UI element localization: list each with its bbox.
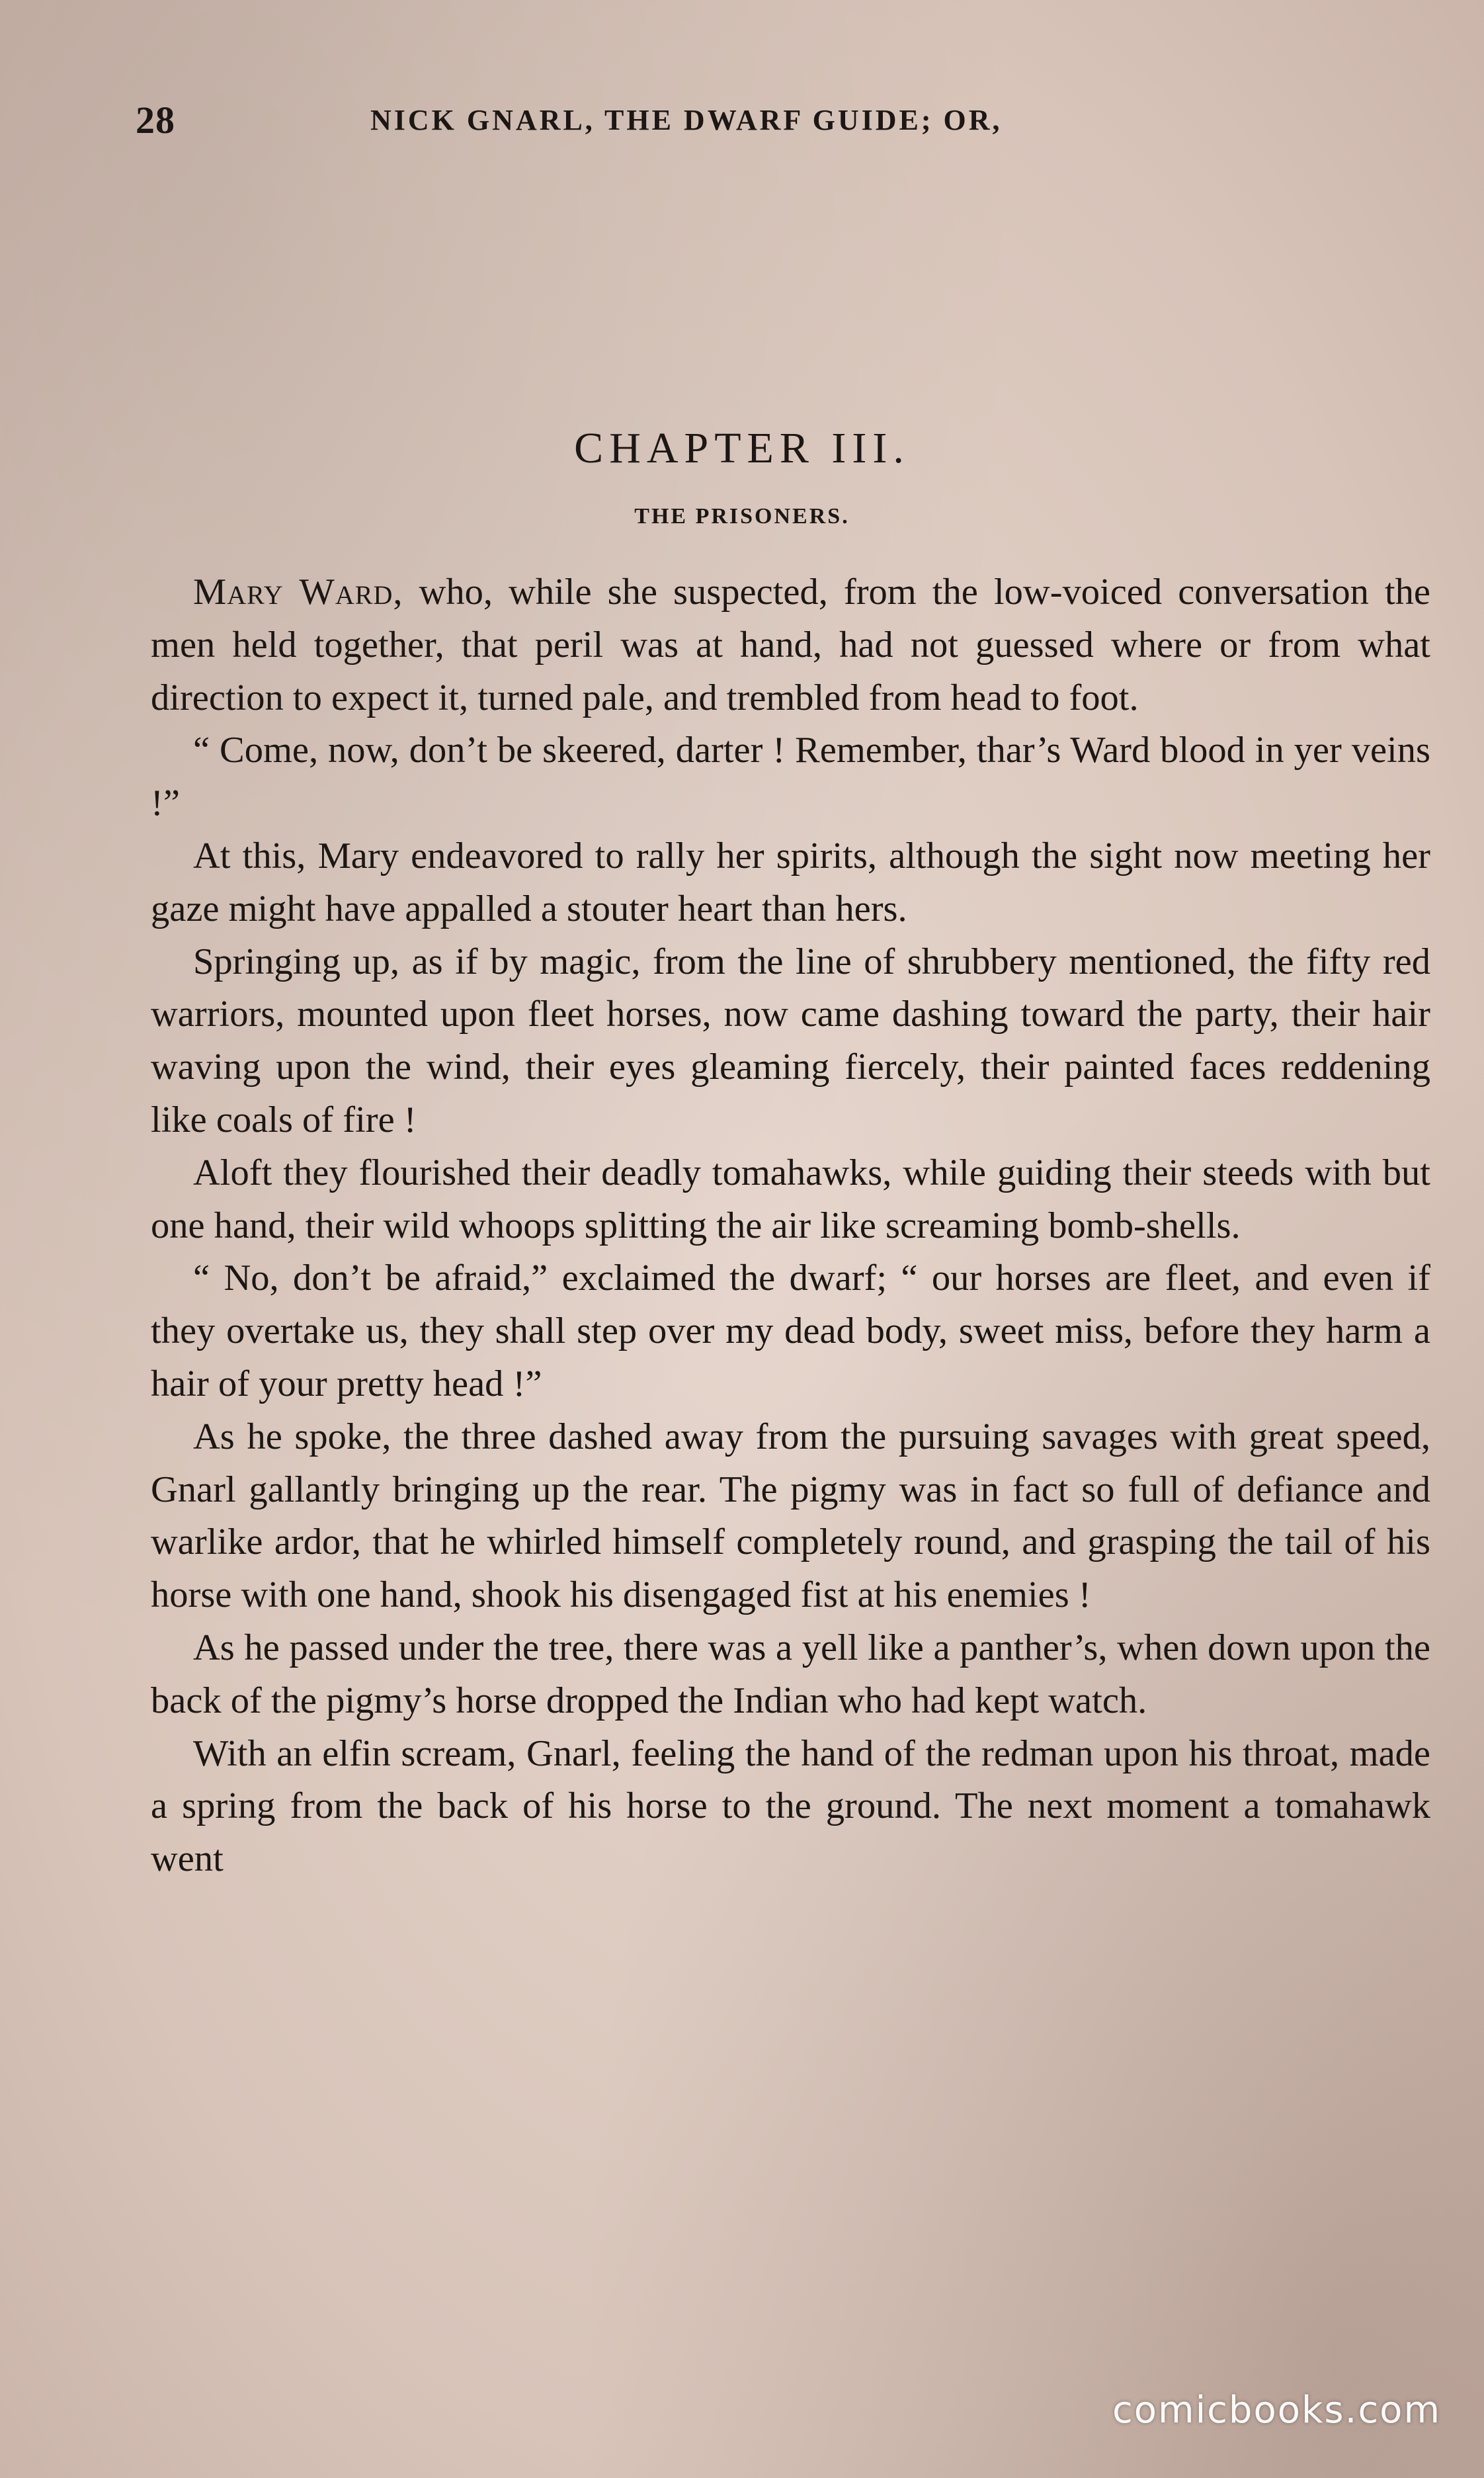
paragraph: “ Come, now, don’t be skeered, darter ! Remember, thar’s Ward blood in yer veins !”: [151, 730, 1430, 824]
running-head: [136, 98, 1194, 144]
running-title: NICK GNARL, THE DWARF GUIDE; OR,: [370, 104, 1003, 136]
paragraph: [151, 566, 1430, 724]
chapter-subtitle: THE PRISONERS.: [634, 504, 850, 529]
paragraph: “ No, don’t be afraid,” exclaimed the dwarf; “ our horses are fleet, and even if they overtake us, they shall step over my dead body, sweet miss, before they harm a hair of your pretty head !”: [151, 1258, 1430, 1404]
paragraph: With an elfin scream, Gnarl, feeling the hand of the redman upon his throat, made a spring from the back of his horse to the ground. The next moment a tomahawk went: [151, 1732, 1430, 1880]
paragraph: At this, Mary endeavored to rally her spirits, although the sight now meeting her gaze might have appalled a stouter heart than hers.: [151, 835, 1430, 929]
paragraph: Aloft they flourished their deadly tomahawks, while guiding their steeds with but one hand, their wild whoops splitting the air like screaming bomb-shells.: [151, 1152, 1430, 1246]
paragraph-text: who, while she suspected, from the low-voiced conversation the men held together, that peril was at hand, had not guessed where or from what direction to expect it, turned pale, and trembled from head to foot.: [151, 572, 1430, 718]
paragraph: As he spoke, the three dashed away from the pursuing savages with great speed, Gnarl gallantly bringing up the rear. The pigmy was in fact so full of defiance and warlike ardor, that he whirled himself completely round, and grasping the tail of his horse with one hand, shook his disengaged fist at his enemies !: [151, 1416, 1430, 1616]
chapter-title: CHAPTER III.: [574, 424, 910, 472]
body-text: [151, 566, 1430, 1886]
page-number: 28: [136, 99, 175, 142]
paragraph-lead-name: Mary Ward,: [193, 572, 403, 613]
paragraph: Springing up, as if by magic, from the line of shrubbery mentioned, the fifty red warriors, mounted upon fleet horses, now came dashing toward the party, their hair waving upon the wind, their eyes gleaming fiercely, their painted faces reddening like coals of fire !: [151, 941, 1430, 1140]
watermark: comicbooks.com: [1112, 2389, 1441, 2432]
paragraph: As he passed under the tree, there was a yell like a panther’s, when down upon the back of the pigmy’s horse dropped the Indian who had kept watch.: [151, 1627, 1430, 1721]
